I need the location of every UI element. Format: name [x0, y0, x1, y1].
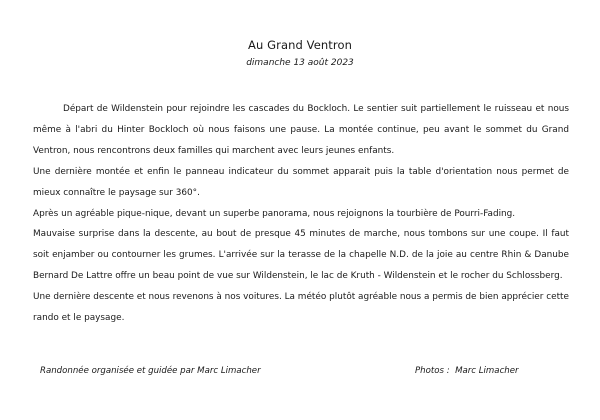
paragraph-4: Mauvaise surprise dans la descente, au bout de presque 45 minutes de marche, nous tombons sur une coupe. Il faut soit enjamber ou contourner les grumes. L'arrivée sur la terasse de la chapelle N.D. de la joie au centre Rhin & Danube Bernard De Lattre offre un beau point de vue sur Wildenstein, le lac de Kruth - Wildenstein et le rocher du Schlossberg. [33, 229, 569, 282]
organizer-credit: Randonnée organisée et guidée par Marc Limacher [40, 366, 261, 376]
event-date: dimanche 13 août 2023 [246, 58, 354, 68]
paragraph-3: Après un agréable pique-nique, devant un superbe panorama, nous rejoignons la tourbière de Pourri-Fading. [33, 208, 516, 219]
paragraph-1: Départ de Wildenstein pour rejoindre les cascades du Bockloch. Le sentier suit partiellement le ruisseau et nous même à l'abri du Hinter Bockloch où nous faisons une pause. La montée continue, peu avant le sommet du Grand Ventron, nous rencontrons deux familles qui marchent avec leurs jeunes enfants. [33, 104, 569, 156]
body-text [33, 99, 569, 329]
photo-credit: Photos : Marc Limacher [415, 366, 519, 376]
page-title: Au Grand Ventron [248, 38, 352, 52]
paragraph-2: Une dernière montée et enfin le panneau indicateur du sommet apparait puis la table d'orientation nous permet de mieux connaître le paysage sur 360°. [33, 166, 569, 198]
paragraph-5: Une dernière descente et nous revenons à nos voitures. La météo plutôt agréable nous a permis de bien apprécier cette rando et le paysage. [33, 292, 569, 324]
